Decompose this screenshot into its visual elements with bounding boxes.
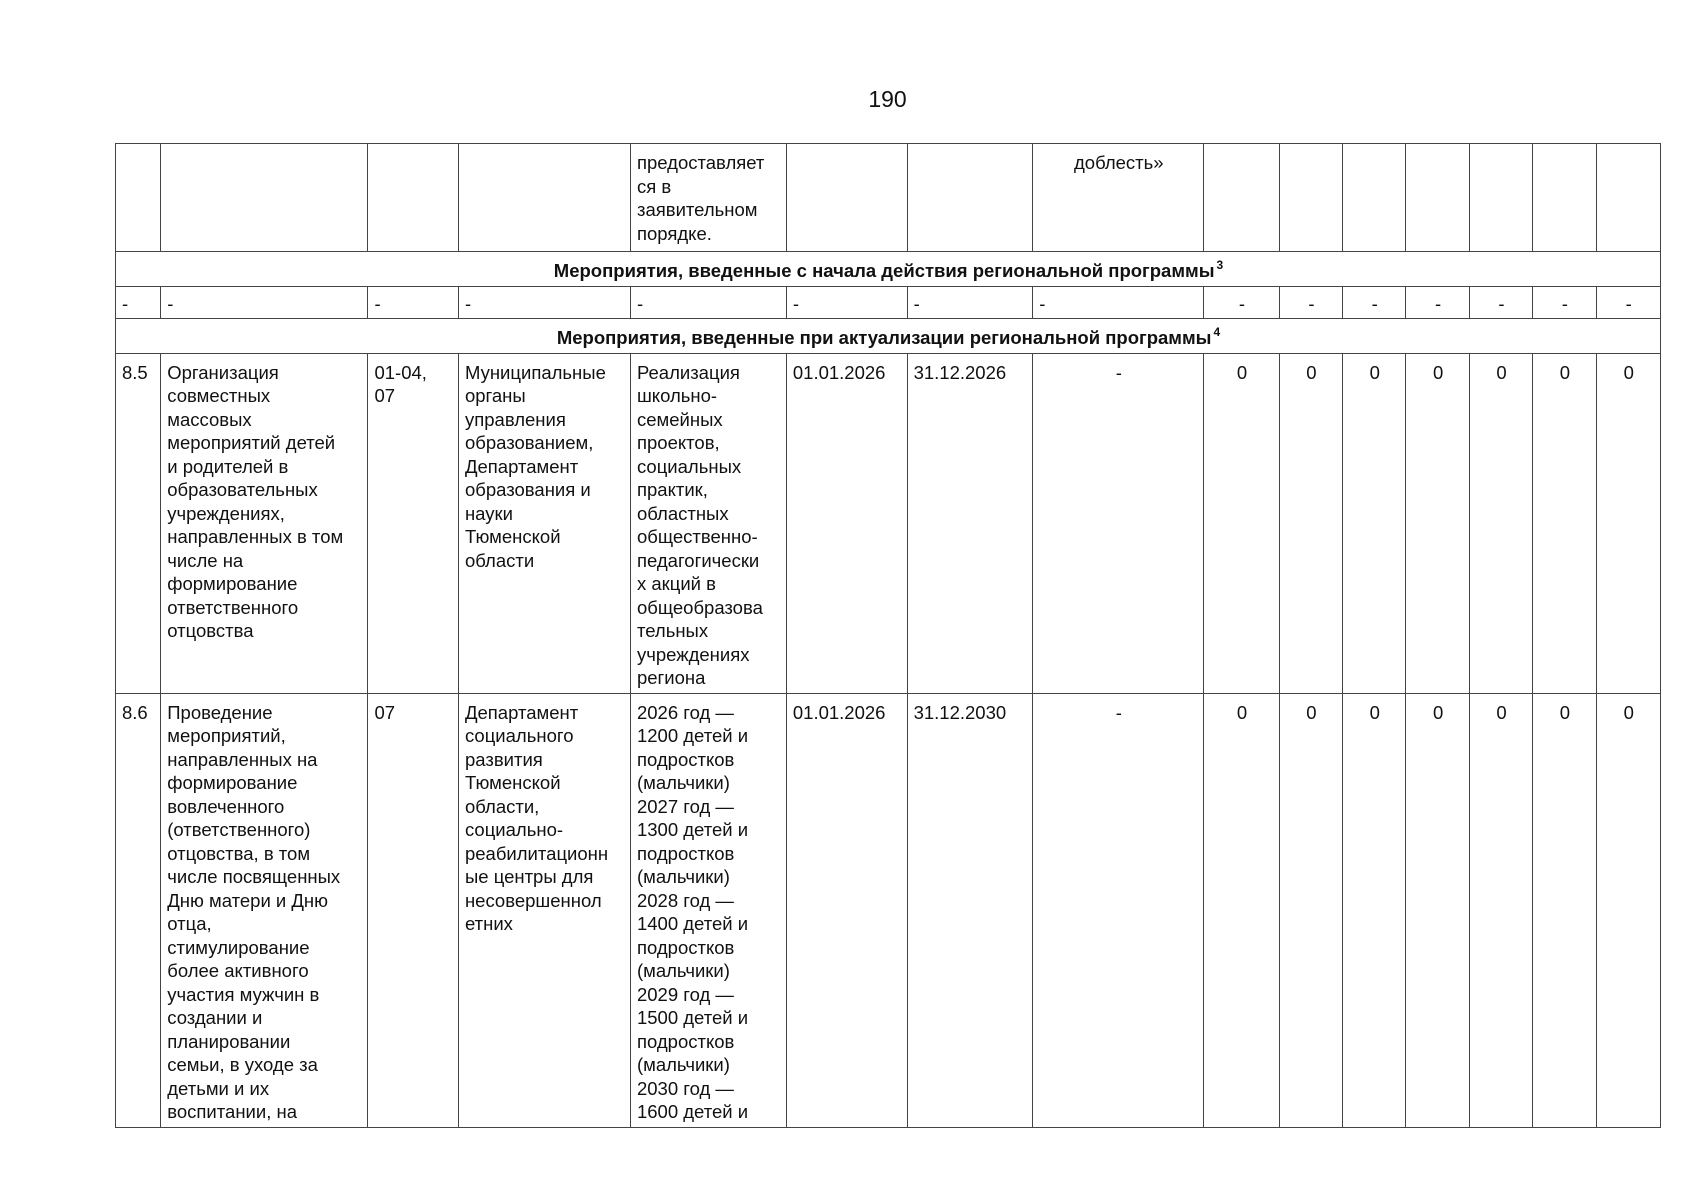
cell-value: [1533, 144, 1596, 252]
cell-name: Проведение мероприятий, направленных на формирование вовлеченного (ответственного) отцовства, в том числе посвященных Дню матери и Дню отца, стимулирование более активного участия мужчин в создании и планировании семьи, в уходе за детьми и их воспитании, на: [161, 693, 368, 1127]
cell-value: [1279, 144, 1342, 252]
program-table: [115, 143, 1661, 1128]
cell-value: 0: [1343, 353, 1406, 693]
footnote-mark: 3: [1216, 258, 1224, 272]
cell-value: 0: [1204, 353, 1279, 693]
cell-value: 0: [1469, 353, 1532, 693]
dash-cell: -: [1596, 286, 1660, 319]
cell-value: 0: [1279, 693, 1342, 1127]
cell-result: 2026 год — 1200 детей и подростков (мальчики) 2027 год — 1300 детей и подростков (мальчики) 2028 год — 1400 детей и подростков (мальчики) 2029 год — 1500 детей и подростков (мальчики) 2030 год — 1600 детей и: [630, 693, 786, 1127]
dash-cell: -: [458, 286, 630, 319]
cell-value: [1343, 144, 1406, 252]
dash-cell: -: [1033, 286, 1204, 319]
dash-cell: -: [368, 286, 459, 319]
cell-value: 0: [1469, 693, 1532, 1127]
cell-value: 0: [1533, 353, 1596, 693]
cell-end: 31.12.2030: [907, 693, 1033, 1127]
section-title: Мероприятия, введенные при актуализации региональной программы: [556, 327, 1212, 348]
dash-cell: -: [1279, 286, 1342, 319]
cell-end: 31.12.2026: [907, 353, 1033, 693]
cell-value: 0: [1279, 353, 1342, 693]
dash-cell: -: [1204, 286, 1279, 319]
page-number: 190: [868, 86, 907, 112]
section-header-row: [116, 319, 1661, 354]
section-title: Мероприятия, введенные с начала действия региональной программы: [553, 260, 1215, 281]
cell-executor: Департамент социального развития Тюменской области, социально- реабилитационн ые центры для несовершеннол етних: [458, 693, 630, 1127]
cell-num: [116, 144, 161, 252]
cell-value: [1406, 144, 1469, 252]
cell-executor: [458, 144, 630, 252]
cell-value: 0: [1406, 353, 1469, 693]
dash-cell: -: [1533, 286, 1596, 319]
continuation-row: [116, 144, 1661, 252]
cell-value: 0: [1596, 693, 1660, 1127]
cell-value: 0: [1596, 353, 1660, 693]
cell-indicator: -: [1033, 353, 1204, 693]
cell-name: [161, 144, 368, 252]
cell-value: 0: [1533, 693, 1596, 1127]
dash-cell: -: [786, 286, 907, 319]
cell-indicator: доблесть»: [1033, 144, 1204, 252]
cell-value: [1469, 144, 1532, 252]
cell-name: Организация совместных массовых мероприятий детей и родителей в образовательных учреждениях, направленных в том числе на формирование ответственного отцовства: [161, 353, 368, 693]
cell-start: 01.01.2026: [786, 353, 907, 693]
dash-cell: -: [1343, 286, 1406, 319]
section-header: [116, 252, 1661, 287]
cell-result: предоставляет ся в заявительном порядке.: [630, 144, 786, 252]
dash-cell: -: [1469, 286, 1532, 319]
dash-cell: -: [1406, 286, 1469, 319]
section-header-row: [116, 252, 1661, 287]
cell-value: 0: [1343, 693, 1406, 1127]
cell-value: 0: [1406, 693, 1469, 1127]
cell-value: [1204, 144, 1279, 252]
cell-code: [368, 144, 459, 252]
dash-cell: -: [161, 286, 368, 319]
footnote-mark: 4: [1213, 325, 1221, 339]
cell-indicator: -: [1033, 693, 1204, 1127]
cell-num: 8.6: [116, 693, 161, 1127]
cell-num: 8.5: [116, 353, 161, 693]
dash-cell: -: [630, 286, 786, 319]
cell-start: [786, 144, 907, 252]
section-header: [116, 319, 1661, 354]
dash-cell: -: [116, 286, 161, 319]
dash-cell: -: [907, 286, 1033, 319]
cell-executor: Муниципальные органы управления образованием, Департамент образования и науки Тюменской области: [458, 353, 630, 693]
cell-end: [907, 144, 1033, 252]
cell-start: 01.01.2026: [786, 693, 907, 1127]
dash-row: [116, 286, 1661, 319]
cell-value: [1596, 144, 1660, 252]
table-row: [116, 353, 1661, 693]
cell-code: 07: [368, 693, 459, 1127]
table-row: [116, 693, 1661, 1127]
cell-code: 01-04, 07: [368, 353, 459, 693]
cell-result: Реализация школьно- семейных проектов, социальных практик, областных общественно- педагогически х акций в общеобразова тельных учреждениях региона: [630, 353, 786, 693]
cell-value: 0: [1204, 693, 1279, 1127]
